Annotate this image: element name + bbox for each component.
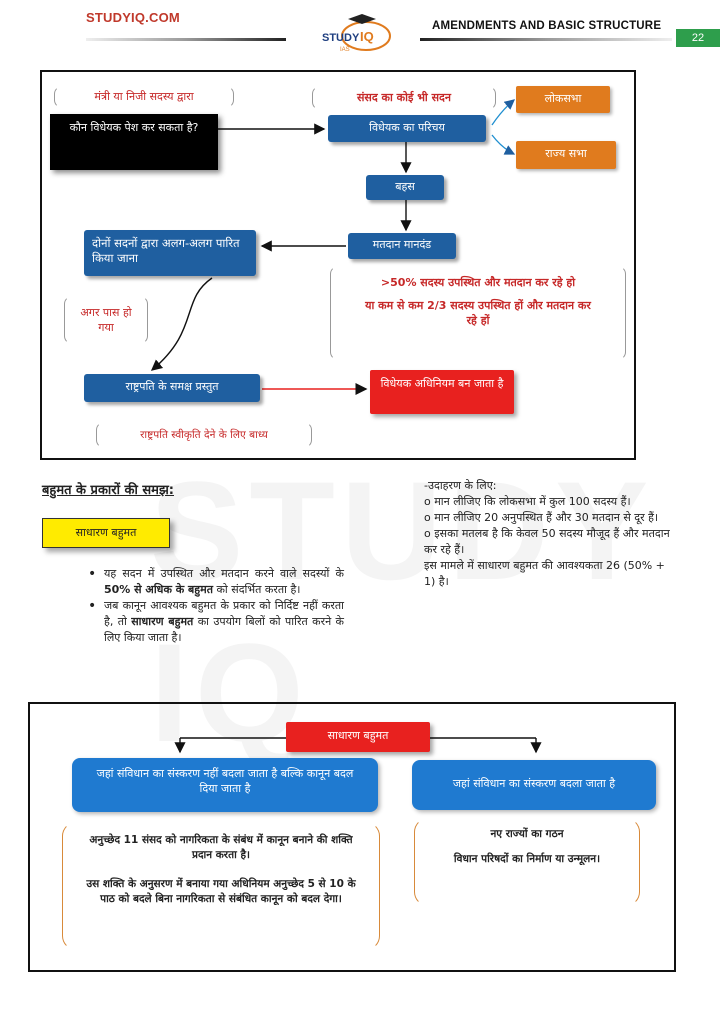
bullet1-text-b: 50% से अधिक के बहुमत <box>104 583 213 596</box>
minister-note: मंत्री या निजी सदस्य द्वारा <box>54 86 234 108</box>
example-block <box>424 478 678 590</box>
bill-introduction-box: विधेयक का परिचय <box>328 115 486 142</box>
svg-text:IQ: IQ <box>360 29 374 44</box>
criteria-majority: >50% सदस्य उपस्थित और मतदान कर रहे हो <box>380 276 576 289</box>
example-title: -उदाहरण के लिए: <box>424 479 497 492</box>
criteria-bracket <box>330 266 626 360</box>
president-bound-note: राष्ट्रपति स्वीकृति देने के लिए बाध्य <box>96 422 312 448</box>
svg-text:IAS: IAS <box>340 47 350 53</box>
lok-sabha-box: लोकसभा <box>516 86 610 113</box>
who-introduces-box: कौन विधेयक पेश कर सकता है? <box>50 114 218 170</box>
constitution-changed-examples <box>414 818 640 906</box>
example-line-3: o इसका मतलब है कि केवल 50 सदस्य मौजूद हैं और मतदान कर रहे हैं। <box>424 527 670 556</box>
legislative-councils-text: विधान परिषदों का निर्माण या उन्मूलन। <box>453 853 601 865</box>
law-changed-examples <box>62 822 380 950</box>
articles-5-10-text: उस शक्ति के अनुसरण में बनाया गया अधिनियम अनुच्छेद 5 से 10 के पाठ को बदले बिना नागरिकता से संबंधित कानून को बदल देगा। <box>86 878 356 905</box>
president-box: राष्ट्रपति के समक्ष प्रस्तुत <box>84 374 260 402</box>
simple-majority-label: साधारण बहुमत <box>42 518 170 548</box>
new-states-text: नए राज्यों का गठन <box>490 828 564 840</box>
any-house-note: संसद का कोई भी सदन <box>312 86 496 110</box>
chapter-title: AMENDMENTS AND BASIC STRUCTURE <box>432 20 662 32</box>
bullet2-text-c: का उपयोग बिलों को पारित करने के लिए किया जाता है। <box>104 615 345 644</box>
law-changed-head: जहां संविधान का संस्करण नहीं बदला जाता है बल्कि कानून बदल दिया जाता है <box>72 758 378 812</box>
majority-bullets <box>104 566 344 646</box>
bullet1-text-c: को संदर्भित करता है। <box>212 583 301 596</box>
bullet-usage <box>76 598 344 646</box>
bullet2-text-a: जब कानून आवश्यक बहुमत के प्रकार को निर्दिष्ट नहीं करता है, तो <box>104 599 344 628</box>
svg-text:STUDY: STUDY <box>322 32 360 44</box>
constitution-changed-head: जहां संविधान का संस्करण बदला जाता है <box>412 760 656 810</box>
if-passed-note: अगर पास हो गया <box>64 296 148 344</box>
criteria-two-thirds: या कम से कम 2/3 सदस्य उपस्थित हों और मतदान कर रहे हों <box>365 299 591 327</box>
bullet-definition <box>76 566 344 598</box>
debate-box: बहस <box>366 175 444 200</box>
article-11-text: अनुच्छेद 11 संसद को नागरिकता के संबंध में कानून बनाने की शक्ति प्रदान करता है। <box>89 834 353 861</box>
rajya-sabha-box: राज्य सभा <box>516 141 616 169</box>
example-line-4: इस मामले में साधारण बहुमत की आवश्यकता 26 (50% + 1) है। <box>424 559 665 588</box>
becomes-act-box: विधेयक अधिनियम बन जाता है <box>370 370 514 414</box>
simple-majority-title: साधारण बहुमत <box>286 722 430 752</box>
section-title-majority-types: बहुमत के प्रकारों की समझ: <box>42 483 174 498</box>
example-line-2: o मान लीजिए 20 अनुपस्थित हैं और 30 मतदान से दूर हैं। <box>424 511 659 524</box>
bullet2-text-b: साधारण बहुमत <box>131 615 194 628</box>
example-line-1: o मान लीजिए कि लोकसभा में कुल 100 सदस्य हैं। <box>424 495 631 508</box>
page-number: 22 <box>676 29 720 47</box>
brand-text: STUDYIQ.COM <box>86 10 180 25</box>
voting-criteria-box: मतदान मानदंड <box>348 233 456 259</box>
bullet1-text-a: यह सदन में उपस्थित और मतदान करने वाले सदस्यों के <box>104 567 344 580</box>
passed-both-houses-box: दोनों सदनों द्वारा अलग-अलग पारित किया जाना <box>84 230 256 276</box>
